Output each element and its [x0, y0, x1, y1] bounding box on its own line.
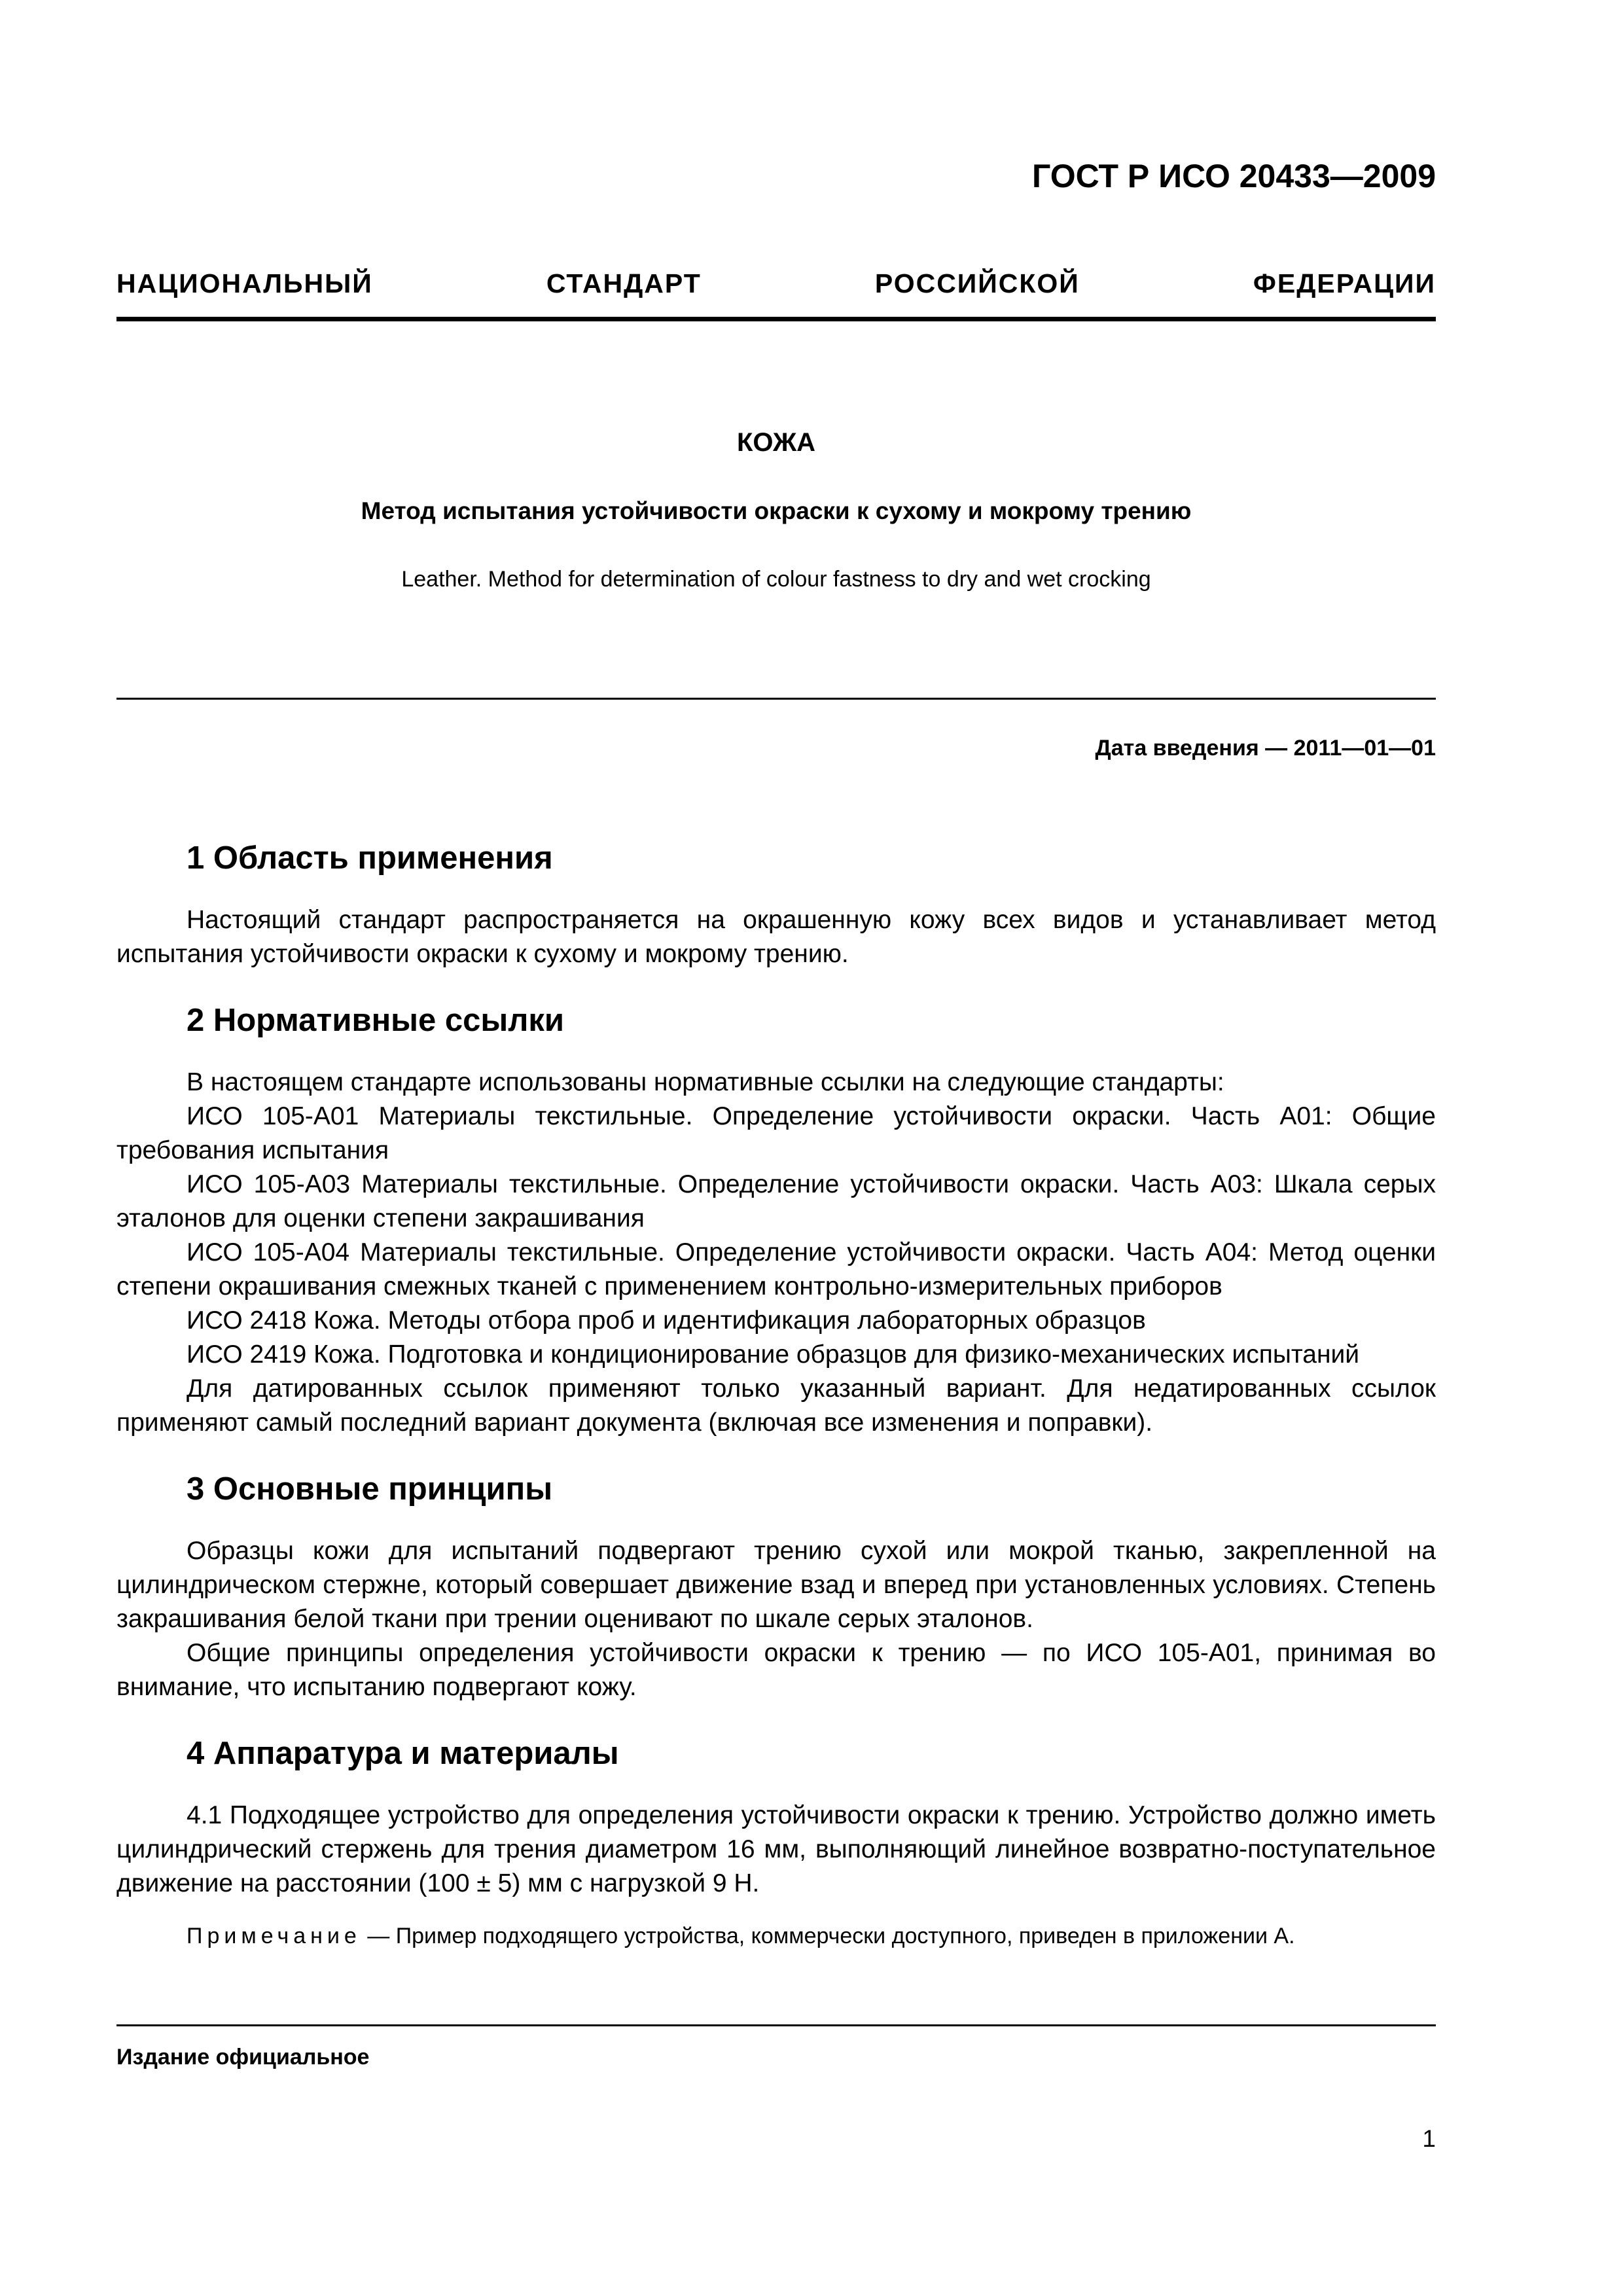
reference-item: ИСО 105-А01 Материалы текстильные. Определение устойчивости окраски. Часть А01: Общие требования испытания: [116, 1102, 1436, 1164]
section-heading: 4 Аппаратура и материалы: [187, 1736, 619, 1771]
section-heading: 1 Область применения: [187, 840, 553, 876]
reference-item: ИСО 2418 Кожа. Методы отбора проб и идентификация лабораторных образцов: [187, 1306, 1146, 1335]
paragraph: Общие принципы определения устойчивости окраски к трению — по ИСО 105-А01, принимая во внимание, что испытанию подвергают кожу.: [116, 1639, 1436, 1701]
paragraph: В настоящем стандарте использованы нормативные ссылки на следующие стандарты:: [187, 1068, 1224, 1096]
reference-item: ИСО 105-А04 Материалы текстильные. Определение устойчивости окраски. Часть А04: Метод оценки степени окрашивания смежных тканей с применением контрольно-измерительных приборов: [116, 1238, 1436, 1300]
document-number: ГОСТ Р ИСО 20433—2009: [1032, 158, 1436, 194]
paragraph: 4.1 Подходящее устройство для определения устойчивости окраски к трению. Устройство должно иметь цилиндрический стержень для трения диаметром 16 мм, выполняющий линейное возвратно-поступательное движение на расстоянии (100 ± 5) мм с нагрузкой 9 Н.: [116, 1801, 1436, 1897]
section-principles: [116, 1470, 1436, 1704]
document-subtitle-ru: Метод испытания устойчивости окраски к сухому и мокрому трению: [361, 497, 1192, 524]
section-heading: 3 Основные принципы: [187, 1471, 553, 1507]
official-edition-label: Издание официальное: [116, 2045, 370, 2070]
section-normative-references: [116, 1001, 1436, 1440]
paragraph: Настоящий стандарт распространяется на окрашенную кожу всех видов и устанавливает метод испытания устойчивости окраски к сухому и мокрому трению.: [116, 906, 1436, 968]
note: [116, 1919, 1436, 1953]
section-heading: 2 Нормативные ссылки: [187, 1003, 564, 1038]
title-rule: [116, 698, 1436, 700]
paragraph: Образцы кожи для испытаний подвергают трению сухой или мокрой тканью, закрепленной на цилиндрическом стержне, который совершает движение взад и вперед при установленных условиях. Степень закрашивания белой ткани при трении оценивают по шкале серых эталонов.: [116, 1537, 1436, 1633]
document-title: КОЖА: [736, 428, 816, 457]
header-rule: [116, 317, 1436, 321]
section-apparatus: [116, 1734, 1436, 1953]
note-text: — Пример подходящего устройства, коммерчески доступного, приведен в приложении А.: [361, 1924, 1295, 1948]
national-standard-title: НАЦИОНАЛЬНЫЙ СТАНДАРТ РОССИЙСКОЙ ФЕДЕРАЦИИ: [116, 268, 1436, 298]
document-subtitle-en: Leather. Method for determination of colour fastness to dry and wet crocking: [401, 567, 1151, 592]
introduction-date: Дата введения — 2011—01—01: [1095, 736, 1436, 761]
document-body: [116, 839, 1436, 1983]
paragraph: Для датированных ссылок применяют только указанный вариант. Для недатированных ссылок применяют самый последний вариант документа (включая все изменения и поправки).: [116, 1374, 1436, 1437]
footer-rule: [116, 2024, 1436, 2026]
section-scope: [116, 839, 1436, 971]
reference-item: ИСО 105-А03 Материалы текстильные. Определение устойчивости окраски. Часть А03: Шкала серых эталонов для оценки степени закрашивания: [116, 1170, 1436, 1232]
page-number: 1: [1422, 2125, 1436, 2152]
note-label: Примечание: [187, 1924, 361, 1948]
reference-item: ИСО 2419 Кожа. Подготовка и кондиционирование образцов для физико-механических испытаний: [187, 1340, 1360, 1369]
